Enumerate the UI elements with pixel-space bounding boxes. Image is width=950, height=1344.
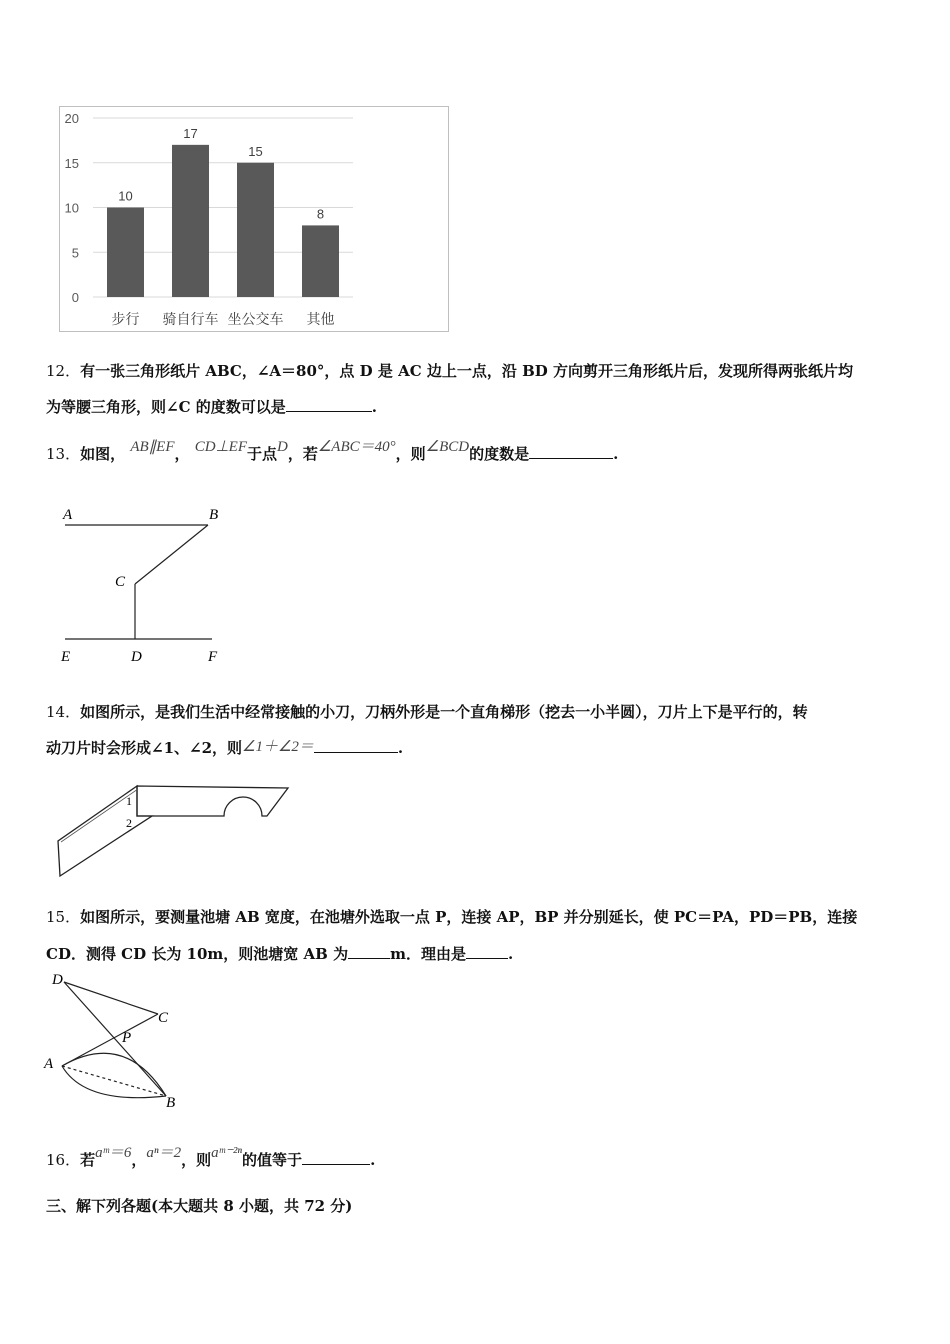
label-c: C [158, 1010, 169, 1026]
data-label: 8 [316, 206, 325, 222]
question-13 [46, 439, 619, 465]
label-e: E [61, 649, 71, 665]
angle-1-label: 1 [126, 794, 132, 808]
question-12-line-1 [46, 361, 853, 381]
y-tick-label: 0 [71, 290, 79, 305]
question-end: . [397, 739, 404, 757]
line-ab-dashed [62, 1066, 166, 1096]
question-text: m．理由是 [390, 945, 466, 963]
question-text: 的值等于 [242, 1151, 303, 1169]
label-c: C [115, 574, 126, 590]
question-text: ，若 [287, 445, 318, 463]
question-number: 12． [46, 362, 81, 380]
answer-blank[interactable] [302, 1150, 370, 1165]
question-end: . [613, 445, 619, 463]
question-text: 若 [80, 1151, 96, 1169]
question-15-line-2 [46, 944, 513, 964]
knife-blade [58, 786, 152, 876]
question-text: ，则 [395, 445, 426, 463]
label-b: B [209, 507, 219, 523]
question-text: CD．测得 CD 长为 10m，则池塘宽 AB 为 [46, 945, 349, 963]
math-expression: aᵐ⁻²ⁿ [211, 1145, 243, 1161]
answer-blank[interactable] [314, 738, 398, 753]
question-text: 动刀片时会形成∠1、∠2，则 [46, 739, 243, 757]
answer-blank-width[interactable] [348, 944, 390, 959]
bar [302, 225, 339, 297]
question-number: 16． [46, 1151, 81, 1169]
label-d: D [131, 649, 142, 665]
answer-blank[interactable] [529, 444, 613, 459]
angle-2-label: 2 [126, 816, 132, 830]
label-p: P [122, 1030, 132, 1046]
question-text: 如图， [80, 445, 126, 463]
data-label: 15 [248, 143, 263, 159]
question-end: . [507, 945, 514, 963]
bar [172, 145, 209, 297]
figure-14 [52, 780, 292, 880]
question-text: ， [131, 1151, 147, 1169]
label-a: A [44, 1056, 54, 1072]
category-label: 其他 [306, 312, 335, 328]
question-text: 有一张三角形纸片 ABC，∠A＝80°，点 D 是 AC 边上一点，沿 BD 方向剪开三角形纸片后，发现所得两张纸片均 [80, 362, 854, 380]
math-expression: D [277, 439, 288, 455]
pond-lower [62, 1066, 166, 1098]
bar [107, 208, 144, 298]
answer-blank[interactable] [286, 397, 372, 412]
line-bc [135, 525, 208, 584]
category-label: 坐公交车 [227, 312, 284, 328]
pond-upper [62, 1053, 166, 1096]
math-expression: CD⊥EF [194, 439, 247, 455]
bar-chart-svg [59, 106, 449, 332]
question-number: 14． [46, 703, 81, 721]
label-b: B [166, 1095, 176, 1111]
question-number: 15． [46, 908, 81, 926]
figure-13 [55, 500, 235, 670]
question-end: . [370, 1151, 376, 1169]
question-16 [46, 1145, 376, 1171]
section-title: 三、解下列各题(本大题共 8 小题，共 72 分) [46, 1197, 353, 1215]
question-text: 如图所示，是我们生活中经常接触的小刀，刀柄外形是一个直角梯形（挖去一小半圆），刀片上下是平行的，转 [80, 703, 808, 721]
bar [237, 163, 274, 297]
math-expression: ∠1＋∠2＝ [242, 739, 314, 755]
category-label: 步行 [111, 312, 140, 328]
question-12-line-2 [46, 397, 377, 417]
answer-blank-reason[interactable] [466, 944, 508, 959]
question-number: 13． [46, 445, 81, 463]
question-text: 如图所示，要测量池塘 AB 宽度，在池塘外选取一点 P，连接 AP，BP 并分别延长，使 PC＝PA，PD＝PB，连接 [80, 908, 858, 926]
math-expression: ∠ABC＝40° [317, 439, 396, 455]
question-text: 的度数是 [469, 445, 530, 463]
question-text: ，则 [181, 1151, 212, 1169]
question-15-line-1 [46, 907, 857, 927]
y-tick-label: 15 [64, 155, 79, 171]
math-expression: aᵐ＝6 [95, 1145, 132, 1161]
label-d: D [52, 972, 63, 988]
math-expression: AB∥EF [130, 439, 175, 455]
category-label: 骑自行车 [162, 312, 219, 328]
section-3-heading [46, 1196, 352, 1216]
label-f: F [208, 649, 218, 665]
question-end: . [371, 398, 377, 416]
question-14-line-2 [46, 738, 403, 759]
question-14-line-1 [46, 702, 808, 722]
math-expression: aⁿ＝2 [146, 1145, 182, 1161]
y-tick-label: 20 [64, 111, 79, 126]
question-text: ， [174, 445, 190, 463]
math-expression: ∠BCD [425, 439, 470, 455]
bar-chart [59, 106, 449, 332]
y-tick-label: 10 [64, 200, 79, 216]
knife-handle [137, 786, 288, 816]
data-label: 17 [183, 125, 198, 141]
label-a: A [63, 507, 73, 523]
question-text: 为等腰三角形，则∠C 的度数可以是 [46, 398, 286, 416]
figure-15 [40, 970, 190, 1112]
data-label: 10 [118, 188, 133, 204]
line-ac [62, 1014, 158, 1066]
y-tick-label: 5 [71, 245, 79, 261]
question-text: 于点 [246, 445, 277, 463]
